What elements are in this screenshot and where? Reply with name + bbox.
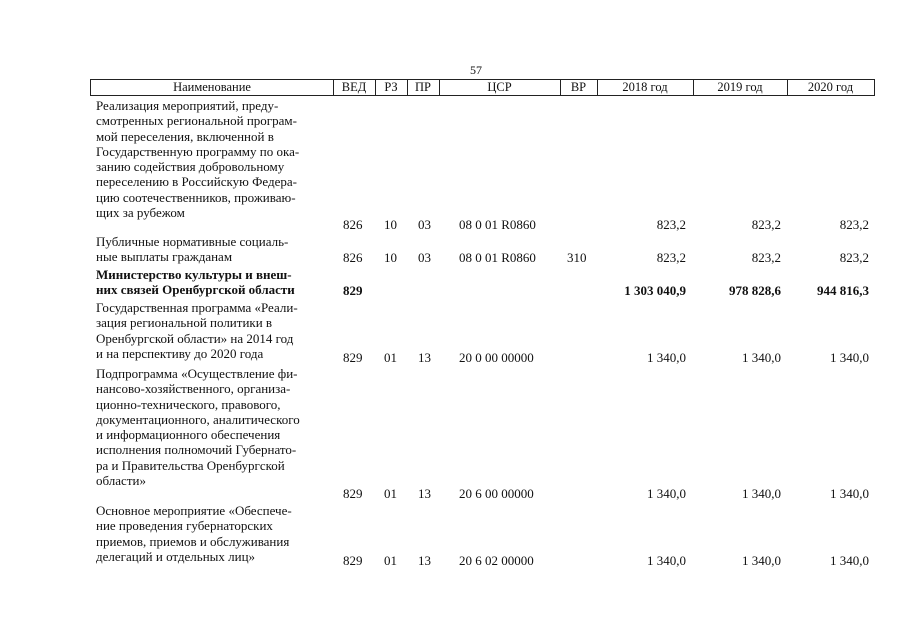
row-name: Реализация мероприятий, преду- смотренных региональной програм- мой переселения, включенной в Государственную программу по ока- занию содействия добровольному переселению в Российскую Федера- цию соотечественников, проживаю- щих за рубежом xyxy=(96,98,300,221)
header-ved: ВЕД xyxy=(333,79,376,96)
row-csr: 08 0 01 R0860 xyxy=(459,250,536,265)
row-pr: 13 xyxy=(418,350,431,365)
header-vr: ВР xyxy=(560,79,598,96)
row-csr: 08 0 01 R0860 xyxy=(459,217,536,232)
row-2018: 823,2 xyxy=(656,250,686,265)
row-2018: 1 340,0 xyxy=(647,553,686,568)
row-2018: 1 340,0 xyxy=(647,350,686,365)
row-csr: 20 6 02 00000 xyxy=(459,553,534,568)
row-2019: 823,2 xyxy=(751,250,781,265)
row-pr: 03 xyxy=(418,250,431,265)
row-2018: 1 303 040,9 xyxy=(624,283,686,298)
row-2020: 1 340,0 xyxy=(830,350,869,365)
row-2019: 978 828,6 xyxy=(729,283,781,298)
row-2019: 1 340,0 xyxy=(742,553,781,568)
row-csr: 20 6 00 00000 xyxy=(459,486,534,501)
row-2020: 823,2 xyxy=(839,250,869,265)
row-pr: 13 xyxy=(418,553,431,568)
header-rz: РЗ xyxy=(375,79,408,96)
header-2020: 2020 год xyxy=(787,79,875,96)
row-2020: 1 340,0 xyxy=(830,553,869,568)
row-vr: 310 xyxy=(567,250,587,265)
header-2019: 2019 год xyxy=(693,79,788,96)
row-2020: 823,2 xyxy=(839,217,869,232)
row-rz: 01 xyxy=(384,553,397,568)
row-2018: 823,2 xyxy=(656,217,686,232)
row-ved: 829 xyxy=(343,486,363,501)
header-csr: ЦСР xyxy=(439,79,561,96)
row-name: Публичные нормативные социаль- ные выплаты гражданам xyxy=(96,234,289,265)
header-2018: 2018 год xyxy=(597,79,694,96)
header-name: Наименование xyxy=(90,79,334,96)
row-name: Министерство культуры и внеш- них связей Оренбургской области xyxy=(96,267,295,298)
row-ved: 826 xyxy=(343,217,363,232)
row-2020: 944 816,3 xyxy=(817,283,869,298)
row-name: Основное мероприятие «Обеспече- ние проведения губернаторских приемов, приемов и обслуживания делегаций и отдельных лиц» xyxy=(96,503,292,564)
row-rz: 10 xyxy=(384,250,397,265)
row-2019: 1 340,0 xyxy=(742,486,781,501)
row-ved: 826 xyxy=(343,250,363,265)
row-rz: 01 xyxy=(384,350,397,365)
row-2020: 1 340,0 xyxy=(830,486,869,501)
row-csr: 20 0 00 00000 xyxy=(459,350,534,365)
row-rz: 01 xyxy=(384,486,397,501)
row-name: Подпрограмма «Осуществление фи- нансово-хозяйственного, организа- ционно-технического, правового, документационного, аналитического и информационного обеспечения исполнения полномочий Губернато- ра и Правительства Оренбургской области» xyxy=(96,366,300,489)
row-ved: 829 xyxy=(343,283,363,298)
row-ved: 829 xyxy=(343,350,363,365)
row-2019: 1 340,0 xyxy=(742,350,781,365)
row-ved: 829 xyxy=(343,553,363,568)
page-number: 57 xyxy=(470,63,482,77)
row-name: Государственная программа «Реали- зация региональной политики в Оренбургской области» на 2014 год и на перспективу до 2020 года xyxy=(96,300,298,361)
header-pr: ПР xyxy=(407,79,440,96)
row-2018: 1 340,0 xyxy=(647,486,686,501)
row-pr: 13 xyxy=(418,486,431,501)
row-pr: 03 xyxy=(418,217,431,232)
row-rz: 10 xyxy=(384,217,397,232)
row-2019: 823,2 xyxy=(751,217,781,232)
